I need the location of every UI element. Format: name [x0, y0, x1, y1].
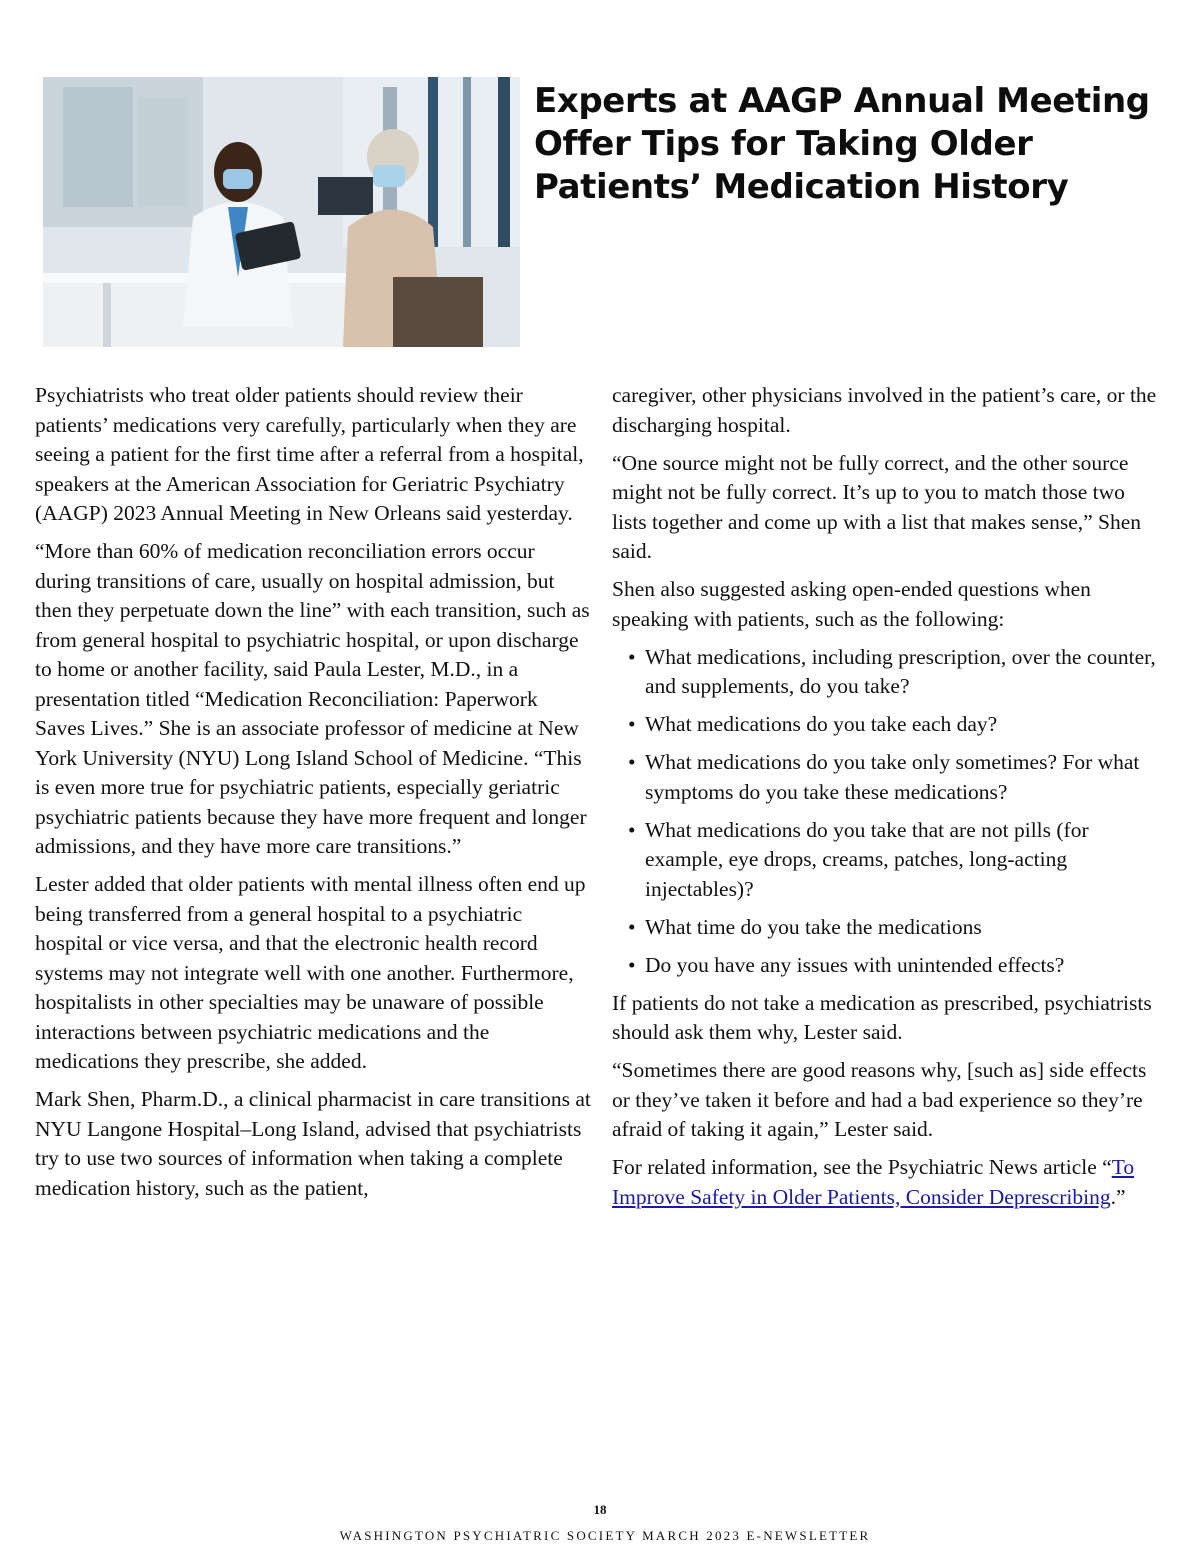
- right-column: [612, 381, 1162, 1221]
- paragraph: Mark Shen, Pharm.D., a clinical pharmacist in care transitions at NYU Langone Hospital–Long Island, advised that psychiatrists try to use two sources of information when taking a complete medication history, such as the patient,: [35, 1087, 591, 1200]
- list-item: • Do you have any issues with unintended effects?: [628, 951, 1162, 981]
- list-item: • What medications do you take only sometimes? For what symptoms do you take these medications?: [628, 748, 1162, 807]
- article-headline: Experts at AAGP Annual Meeting Offer Tips for Taking Older Patients’ Medication History: [534, 81, 1150, 207]
- related-info-text: For related information, see the Psychiatric News article “: [612, 1155, 1112, 1179]
- paragraph: If patients do not take a medication as prescribed, psychiatrists should ask them why, Lester said.: [612, 990, 1152, 1044]
- paragraph: caregiver, other physicians involved in the patient’s care, or the discharging hospital.: [612, 383, 1157, 437]
- paragraph: “Sometimes there are good reasons why, [such as] side effects or they’ve taken it before and had a bad experience so they’re afraid of taking it again,” Lester said.: [612, 1058, 1147, 1141]
- newsletter-footer: WASHINGTON PSYCHIATRIC SOCIETY MARCH 2023 E-NEWSLETTER: [339, 1528, 871, 1543]
- related-info-paragraph: [612, 1153, 1162, 1212]
- paragraph: Lester added that older patients with mental illness often end up being transferred from a general hospital to a psychiatric hospital or vice versa, and that the electronic health record systems may not integrate well with one another. Furthermore, hospitalists in other specialties may be unaware of possible interactions between psychiatric medications and the medications they prescribe, she added.: [35, 872, 586, 1073]
- left-column: [35, 381, 591, 1212]
- paragraph: “One source might not be fully correct, and the other source might not be fully correct. It’s up to you to match those two lists together and come up with a list that makes sense,” Shen said.: [612, 450, 1142, 563]
- list-item: • What medications, including prescription, over the counter, and supplements, do you take?: [628, 643, 1162, 702]
- question-list: [612, 643, 1162, 981]
- list-item: • What medications do you take each day?: [628, 710, 1162, 740]
- related-article-link[interactable]: To Improve Safety in Older Patients, Consider Deprescribing: [612, 1155, 1135, 1209]
- paragraph: Psychiatrists who treat older patients should review their patients’ medications very carefully, particularly when they are seeing a patient for the first time after a referral from a hospital, speakers at the American Association for Geriatric Psychiatry (AAGP) 2023 Annual Meeting in New Orleans said yesterday.: [35, 383, 584, 525]
- list-item: • What time do you take the medications: [628, 913, 1162, 943]
- paragraph: “More than 60% of medication reconciliation errors occur during transitions of care, usually on hospital admission, but then they perpetuate down the line” with each transition, such as from general hospital to psychiatric hospital, or upon discharge to home or another facility, said Paula Lester, M.D., in a presentation titled “Medication Reconciliation: Paperwork Saves Lives.” She is an associate professor of medicine at New York University (NYU) Long Island School of Medicine. “This is even more true for psychiatric patients, especially geriatric psychiatric patients because they have more frequent and longer admissions, and they have more care transitions.”: [35, 539, 590, 858]
- page-number: 18: [593, 1502, 607, 1517]
- article-photo-doctor-and-patient: [43, 77, 520, 347]
- paragraph: Shen also suggested asking open-ended questions when speaking with patients, such as the following:: [612, 577, 1091, 631]
- list-item: • What medications do you take that are not pills (for example, eye drops, creams, patches, long-acting injectables)?: [628, 816, 1162, 905]
- related-info-closing: .”: [1110, 1184, 1126, 1209]
